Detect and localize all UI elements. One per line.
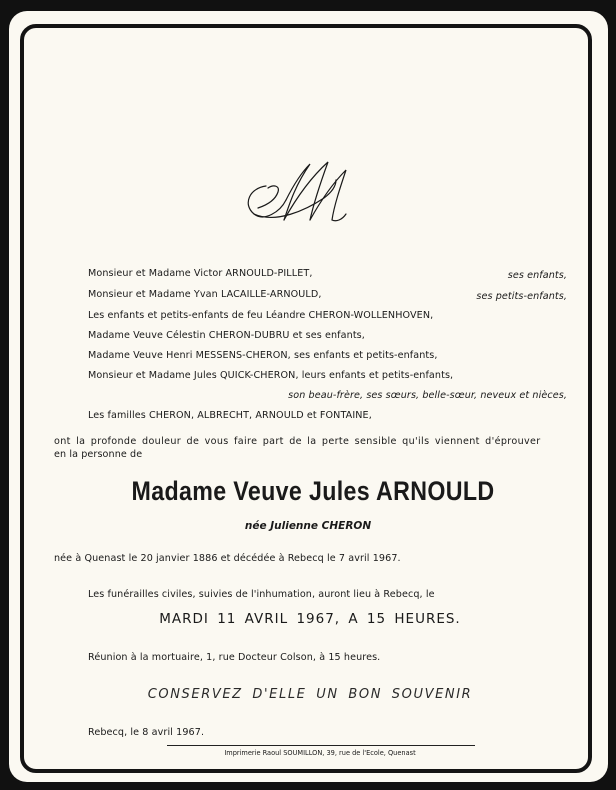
family-line-1: Monsieur et Madame Victor ARNOULD-PILLET, bbox=[88, 268, 313, 279]
families-line: Les familles CHERON, ALBRECHT, ARNOULD et FONTAINE, bbox=[88, 410, 372, 421]
funeral-date: MARDI 11 AVRIL 1967, A 15 HEURES. bbox=[159, 611, 461, 627]
family-line-2: Monsieur et Madame Yvan LACAILLE-ARNOULD, bbox=[88, 289, 322, 300]
funeral-intro-line: Les funérailles civiles, suivies de l'inhumation, auront lieu à Rebecq, le bbox=[88, 589, 435, 600]
announcement-line-2: en la personne de bbox=[54, 449, 143, 460]
relation-line-extended: son beau-frère, ses sœurs, belle-sœur, neveux et nièces, bbox=[288, 390, 567, 401]
family-line-3: Les enfants et petits-enfants de feu Léandre CHERON-WOLLENHOVEN, bbox=[88, 310, 434, 321]
family-line-4: Madame Veuve Célestin CHERON-DUBRU et ses enfants, bbox=[88, 330, 365, 341]
printer-credit: Imprimerie Raoul SOUMILLON, 39, rue de l'Ecole, Quenast bbox=[224, 749, 416, 757]
birth-death-line: née à Quenast le 20 janvier 1886 et décédée à Rebecq le 7 avril 1967. bbox=[54, 553, 401, 564]
relation-line-1: ses enfants, bbox=[507, 270, 567, 281]
relation-line-2: ses petits-enfants, bbox=[476, 291, 567, 302]
place-date-line: Rebecq, le 8 avril 1967. bbox=[88, 727, 205, 738]
maiden-name: née Julienne CHERON bbox=[244, 520, 372, 532]
family-line-6: Monsieur et Madame Jules QUICK-CHERON, leurs enfants et petits-enfants, bbox=[88, 370, 454, 381]
announcement-line-1: ont la profonde douleur de vous faire part de la perte sensible qu'ils viennent d'éprouver bbox=[54, 436, 541, 447]
footer-rule bbox=[167, 745, 475, 746]
deceased-name-heading: Madame Veuve Jules ARNOULD bbox=[131, 476, 495, 506]
meeting-line: Réunion à la mortuaire, 1, rue Docteur Colson, à 15 heures. bbox=[88, 652, 381, 663]
monogram-m-ornament bbox=[236, 150, 352, 234]
family-line-5: Madame Veuve Henri MESSENS-CHERON, ses enfants et petits-enfants, bbox=[88, 350, 438, 361]
motto-line: CONSERVEZ D'ELLE UN BON SOUVENIR bbox=[147, 687, 473, 702]
svg-text:M: M bbox=[294, 230, 295, 231]
